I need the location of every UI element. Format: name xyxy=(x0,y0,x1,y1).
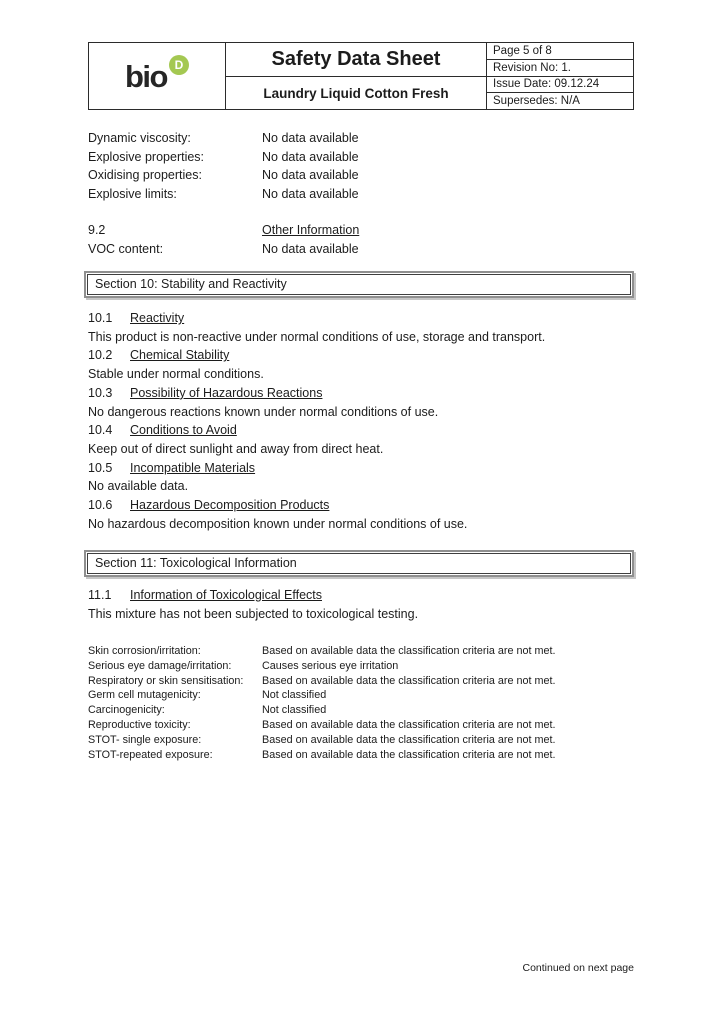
spacer xyxy=(88,204,634,221)
property-label: Oxidising properties: xyxy=(88,168,202,183)
subsection-number: 10.5 xyxy=(88,460,113,475)
toxicology-label: Germ cell mutagenicity: xyxy=(88,689,201,702)
toxicology-label: Serious eye damage/irritation: xyxy=(88,659,232,672)
property-label: VOC content: xyxy=(88,241,164,256)
page-number: Page 5 of 8 xyxy=(487,43,633,60)
subsection-heading: Possibility of Hazardous Reactions xyxy=(130,385,323,400)
toxicology-label: STOT-repeated exposure: xyxy=(88,748,213,761)
subsection-heading-row xyxy=(88,496,634,515)
toxicology-value: Based on available data the classification criteria are not met. xyxy=(262,733,556,746)
toxicology-table xyxy=(88,644,634,762)
toxicology-value: Based on available data the classification criteria are not met. xyxy=(262,645,556,657)
toxicology-label: Respiratory or skin sensitisation: xyxy=(88,674,244,687)
title-cell xyxy=(226,43,487,109)
toxicology-label: Carcinogenicity: xyxy=(88,704,165,717)
subsection-number: 10.1 xyxy=(88,311,113,325)
section-11-content xyxy=(88,586,634,623)
subsection-number: 10.3 xyxy=(88,385,113,400)
subsection-heading: Incompatible Materials xyxy=(130,460,256,475)
section-10-title: Section 10: Stability and Reactivity xyxy=(87,274,631,295)
property-label: Explosive properties: xyxy=(88,149,205,164)
toxicology-row xyxy=(88,703,634,718)
subsection-number: 10.2 xyxy=(88,348,113,363)
subsection-heading: Other Information xyxy=(262,222,360,237)
subsection-body: This product is non-reactive under normal conditions of use, storage and transport. xyxy=(88,329,546,344)
subsection-heading-row xyxy=(88,421,634,440)
toxicology-row xyxy=(88,674,634,689)
continued-note: Continued on next page xyxy=(522,962,634,974)
section-11-title: Section 11: Toxicological Information xyxy=(87,553,631,574)
property-label: Explosive limits: xyxy=(88,187,177,202)
toxicology-value: Based on available data the classification criteria are not met. xyxy=(262,748,556,761)
subsection-number: 11.1 xyxy=(88,588,112,602)
document-title: Safety Data Sheet xyxy=(226,43,486,77)
toxicology-row xyxy=(88,748,634,763)
logo-cell xyxy=(89,43,226,109)
property-value: No data available xyxy=(262,241,359,256)
subsection-heading: Reactivity xyxy=(130,311,185,325)
subsection-heading: Hazardous Decomposition Products xyxy=(130,498,330,513)
subsection-body: No available data. xyxy=(88,479,189,494)
product-name: Laundry Liquid Cotton Fresh xyxy=(263,85,449,101)
toxicology-row xyxy=(88,688,634,703)
subsection-heading-row xyxy=(88,384,634,403)
subsection-body: Keep out of direct sunlight and away from direct heat. xyxy=(88,441,384,456)
subsection-heading: Chemical Stability xyxy=(130,348,230,363)
meta-cell xyxy=(487,43,633,109)
subsection-heading-row xyxy=(88,309,634,328)
subsection-heading-row xyxy=(88,459,634,478)
subsection-heading: Information of Toxicological Effects xyxy=(130,588,322,602)
property-row xyxy=(88,185,634,204)
subsection-body: No dangerous reactions known under normal conditions of use. xyxy=(88,404,439,419)
issue-date: Issue Date: 09.12.24 xyxy=(487,77,633,94)
property-value: No data available xyxy=(262,187,359,202)
physical-properties-list xyxy=(88,129,634,258)
subsection-body: This mixture has not been subjected to toxicological testing. xyxy=(88,606,419,621)
property-value: No data available xyxy=(262,149,359,164)
header-table xyxy=(88,42,634,110)
toxicology-value: Not classified xyxy=(262,689,327,702)
toxicology-row xyxy=(88,733,634,748)
toxicology-value: Based on available data the classification criteria are not met. xyxy=(262,674,556,687)
subsection-number: 10.4 xyxy=(88,423,113,438)
toxicology-value: Based on available data the classification criteria are not met. xyxy=(262,718,556,731)
toxicology-value: Causes serious eye irritation xyxy=(262,659,399,672)
section-10-header-box xyxy=(84,271,634,298)
toxicology-label: STOT- single exposure: xyxy=(88,733,202,746)
toxicology-value: Not classified xyxy=(262,704,327,717)
section-11-header-box xyxy=(84,550,634,577)
subsection-heading-row xyxy=(88,346,634,365)
property-row xyxy=(88,129,634,148)
subsection-number: 9.2 xyxy=(88,222,106,237)
voc-content-row xyxy=(88,240,634,259)
toxicology-label: Reproductive toxicity: xyxy=(88,718,191,731)
toxicology-row xyxy=(88,644,634,659)
subsection-9-2-row xyxy=(88,221,634,240)
logo-text: bio xyxy=(125,58,167,94)
subsection-heading: Conditions to Avoid xyxy=(130,423,237,438)
property-label: Dynamic viscosity: xyxy=(88,131,191,145)
property-row xyxy=(88,166,634,185)
logo-d-badge-icon: D xyxy=(169,55,189,75)
supersedes: Supersedes: N/A xyxy=(493,95,580,108)
property-value: No data available xyxy=(262,168,359,183)
biod-logo xyxy=(125,57,189,94)
section-10-content xyxy=(88,309,634,533)
subsection-number: 10.6 xyxy=(88,498,113,513)
subsection-heading-row xyxy=(88,586,634,605)
property-value: No data available xyxy=(262,131,359,145)
subsection-body: No hazardous decomposition known under normal conditions of use. xyxy=(88,516,468,531)
toxicology-row xyxy=(88,659,634,674)
toxicology-label: Skin corrosion/irritation: xyxy=(88,645,201,657)
property-row xyxy=(88,148,634,167)
revision-number: Revision No: 1. xyxy=(487,60,633,77)
toxicology-row xyxy=(88,718,634,733)
subsection-body: Stable under normal conditions. xyxy=(88,367,264,382)
